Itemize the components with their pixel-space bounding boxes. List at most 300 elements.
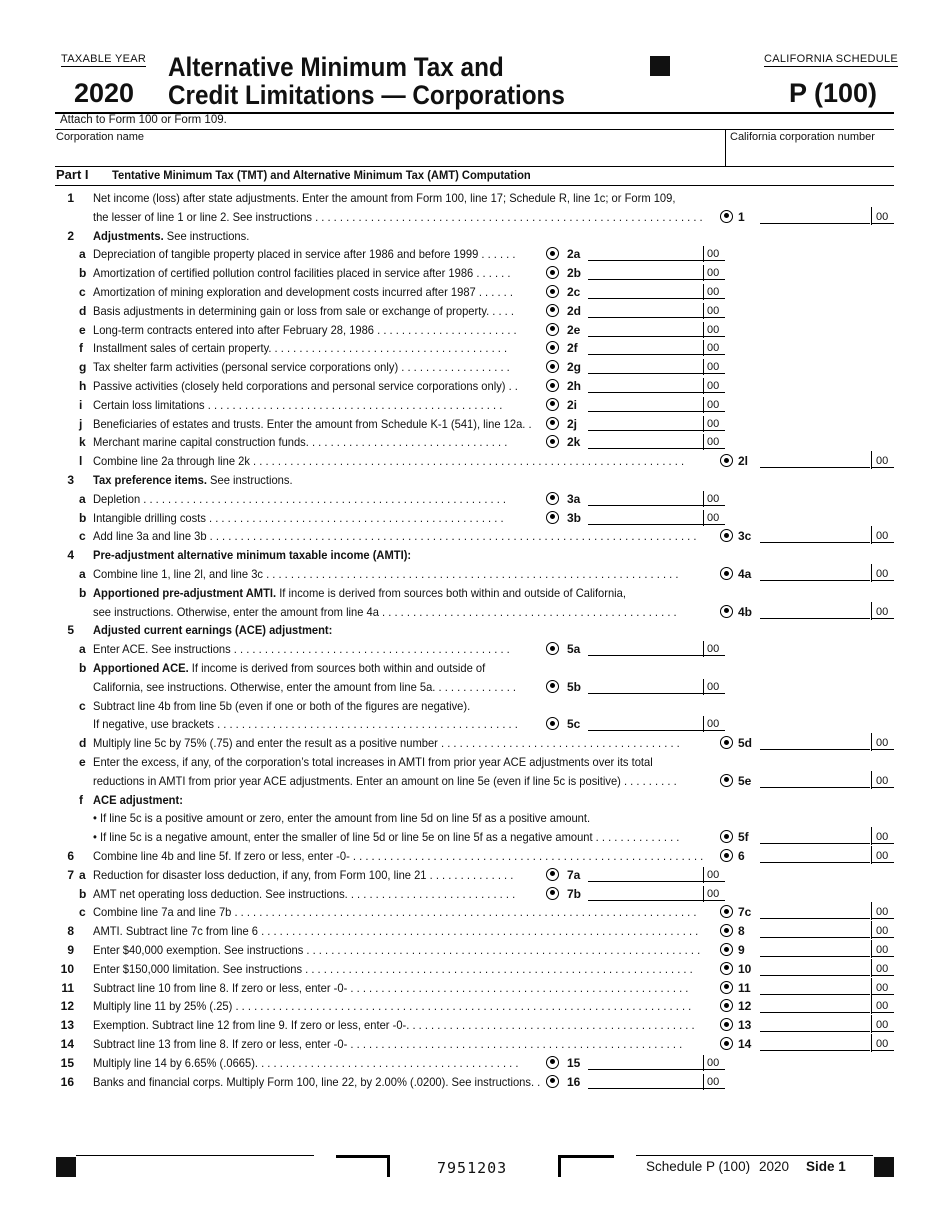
- amount-input[interactable]: [760, 1012, 870, 1013]
- required-bullet-icon: [546, 435, 559, 448]
- line-description: [93, 1035, 783, 1053]
- line-letter: a: [79, 567, 86, 581]
- cents-underline: [871, 542, 894, 543]
- footer-bracket-2-side: [558, 1155, 561, 1177]
- footer-bracket-1-top: [336, 1155, 390, 1158]
- cents-value: 00: [876, 1038, 889, 1050]
- form-line: [0, 828, 950, 846]
- line-text: Merchant marine capital construction funds. . . . . . . . . . . . . . . . . . . . . . . . . . . . . . . . .: [93, 435, 508, 450]
- form-line: [0, 997, 950, 1015]
- line-reference: 9: [738, 943, 745, 957]
- line-description: [93, 979, 783, 997]
- tax-year: 2020: [74, 78, 135, 108]
- line-reference: 7a: [567, 867, 581, 882]
- line-letter: c: [79, 905, 86, 920]
- line-reference: 5a: [567, 642, 581, 657]
- line-reference: 4a: [738, 567, 752, 581]
- amount-input[interactable]: [588, 430, 703, 431]
- cents-value: 00: [707, 323, 720, 336]
- required-bullet-icon: [546, 379, 559, 392]
- line-description: [93, 339, 553, 357]
- form-line: [0, 415, 950, 433]
- line-description: [93, 772, 783, 790]
- line-description: [93, 828, 783, 846]
- cents-underline: [703, 655, 725, 656]
- cents-underline: [871, 937, 894, 938]
- cents-underline: [703, 336, 725, 337]
- line-text: Intangible drilling costs . . . . . . . . . . . . . . . . . . . . . . . . . . . . . . . . . . . . . . . . . . . . . . . .: [93, 510, 504, 525]
- line-reference: 2l: [738, 454, 749, 469]
- line-description: [93, 471, 893, 489]
- line-heading: Adjusted current earnings (ACE) adjustment:: [93, 623, 333, 638]
- line-reference: 5c: [567, 717, 581, 732]
- line-letter: b: [79, 886, 87, 901]
- part-1-title: Tentative Minimum Tax (TMT) and Alternative Minimum Tax (AMT) Computation: [112, 168, 531, 182]
- amount-input[interactable]: [588, 524, 703, 525]
- cents-value: 00: [876, 944, 889, 956]
- line-text: Tax shelter farm activities (personal service corporations only) . . . . . . . . . . . . . . . . . .: [93, 360, 510, 375]
- cents-underline: [871, 975, 894, 976]
- cents-value: 00: [707, 1056, 720, 1069]
- required-bullet-icon: [720, 210, 733, 223]
- line-letter: b: [79, 661, 87, 675]
- line-description: [93, 885, 553, 903]
- line-text: reductions in AMTI from prior year ACE adjustments. Enter an amount on line 5e (even if line 5c is positive) . . . . . . . . .: [93, 773, 677, 788]
- form-line: [0, 941, 950, 959]
- footer-schedule: Schedule P (100): [646, 1159, 751, 1174]
- line-text: Combine line 2a through line 2k . . . . . . . . . . . . . . . . . . . . . . . . . . . . . . . . . . . . . . . . . . . . . . . . . . . . . . . . . . . . . . . . . . . . . .: [93, 454, 685, 469]
- line-reference: 5e: [738, 773, 752, 788]
- cents-underline: [703, 279, 725, 280]
- form-line: [0, 452, 950, 470]
- footer-mark-left: [56, 1157, 76, 1177]
- required-bullet-icon: [546, 341, 559, 354]
- cents-value: 00: [707, 248, 720, 261]
- line-text: Combine line 4b and line 5f. If zero or less, enter -0- . . . . . . . . . . . . . . . . . . . . . . . . . . . . . . . . . . . . . . . . . . . . . . . . . . . . . . . . .: [93, 849, 704, 863]
- required-bullet-icon: [546, 398, 559, 411]
- line-letter: l: [79, 454, 83, 469]
- amount-input[interactable]: [588, 505, 703, 506]
- line-text: Enter $150,000 limitation. See instructions . . . . . . . . . . . . . . . . . . . . . . . . . . . . . . . . . . . . . . . . . . . . . . . . . . . . . . . . . . . . . . .: [93, 961, 693, 976]
- amount-input[interactable]: [588, 373, 703, 374]
- cents-underline: [703, 1088, 725, 1089]
- line-description: [93, 433, 553, 451]
- form-line: [0, 847, 950, 865]
- amount-input[interactable]: [760, 994, 870, 995]
- amount-input[interactable]: [760, 223, 870, 224]
- cents-value: 00: [876, 737, 889, 750]
- form-line: [0, 734, 950, 752]
- amount-input[interactable]: [760, 956, 870, 957]
- footer-year: 2020: [759, 1159, 790, 1174]
- line-description: [93, 621, 893, 639]
- amount-input[interactable]: [588, 392, 703, 393]
- cents-underline: [871, 749, 894, 750]
- line-description: [93, 903, 783, 921]
- cents-value: 00: [707, 511, 720, 524]
- line-text: Combine line 1, line 2l, and line 3c . . . . . . . . . . . . . . . . . . . . . . . . . . . . . . . . . . . . . . . . . . . . . . . . . . . . . . . . . . . . . . . . . . .: [93, 567, 679, 581]
- amount-input[interactable]: [760, 862, 870, 863]
- form-line: [0, 584, 950, 602]
- amount-input[interactable]: [588, 730, 703, 731]
- line-description: [93, 396, 553, 414]
- line-text: Net income (loss) after state adjustments. Enter the amount from Form 100, line 17; Schedule R, line 1c; or Form 109,: [93, 191, 676, 205]
- form-line: [0, 678, 950, 696]
- amount-input[interactable]: [588, 411, 703, 412]
- form-line: [0, 1054, 950, 1072]
- line-letter: e: [79, 755, 86, 769]
- line-description: [93, 208, 783, 226]
- cents-value: 00: [876, 605, 889, 618]
- line-number: 11: [61, 980, 74, 995]
- line-letter: b: [79, 266, 87, 281]
- amount-input[interactable]: [588, 655, 703, 656]
- line-text: AMT net operating loss deduction. See instructions. . . . . . . . . . . . . . . . . . . . . . . . . . . .: [93, 886, 516, 901]
- line-text: Reduction for disaster loss deduction, if any, from Form 100, line 21 . . . . . . . . . . . . . .: [93, 867, 514, 882]
- line-description: [93, 753, 893, 771]
- line-description: [93, 189, 893, 207]
- form-line: [0, 1035, 950, 1053]
- line-letter: c: [79, 285, 86, 299]
- line-number: 6: [67, 849, 74, 863]
- cents-value: 00: [876, 925, 889, 938]
- line-description: [93, 283, 553, 301]
- required-bullet-icon: [720, 943, 733, 956]
- footer-bracket-2-top: [558, 1155, 614, 1158]
- amount-input[interactable]: [760, 618, 870, 619]
- form-line: [0, 471, 950, 489]
- required-bullet-icon: [720, 962, 733, 975]
- line-text: Banks and financial corps. Multiply Form 100, line 22, by 2.00% (.0200). See instructions. .: [93, 1074, 541, 1089]
- line-reference: 2a: [567, 247, 581, 262]
- amount-input[interactable]: [588, 448, 703, 449]
- line-text: Amortization of mining exploration and development costs incurred after 1987 . . . . . .: [93, 285, 513, 299]
- line-text: If negative, use brackets . . . . . . . . . . . . . . . . . . . . . . . . . . . . . . . . . . . . . . . . . . . . . . . . .: [93, 717, 518, 732]
- amount-input[interactable]: [588, 693, 703, 694]
- line-reference: 5f: [738, 830, 749, 845]
- cents-value: 00: [707, 267, 720, 280]
- line-text: Long-term contracts entered into after February 28, 1986 . . . . . . . . . . . . . . . . . . . . . . .: [93, 322, 517, 337]
- form-line: [0, 791, 950, 809]
- line-reference: 4b: [738, 604, 753, 619]
- cents-value: 00: [876, 530, 889, 543]
- cents-value: 00: [707, 868, 720, 881]
- line-heading: Apportioned ACE.: [93, 661, 189, 675]
- line-letter: a: [79, 247, 86, 262]
- amount-input[interactable]: [760, 749, 870, 750]
- line-description: [93, 1054, 553, 1072]
- line-letter: c: [79, 529, 86, 544]
- amount-input[interactable]: [588, 881, 703, 882]
- form-line: [0, 377, 950, 395]
- line-description: [93, 1073, 553, 1091]
- line-number: 10: [60, 961, 74, 976]
- line-description: [93, 527, 783, 545]
- form-line: [0, 903, 950, 921]
- cents-value: 00: [876, 1019, 889, 1032]
- footer-mark-right: [874, 1157, 894, 1177]
- amount-input[interactable]: [588, 354, 703, 355]
- amount-input[interactable]: [588, 298, 703, 299]
- required-bullet-icon: [720, 774, 733, 787]
- line-reference: 8: [738, 924, 745, 939]
- cents-underline: [703, 900, 725, 901]
- line-description: [93, 715, 553, 733]
- form-code: 7951203: [437, 1159, 508, 1177]
- line-letter: f: [79, 792, 83, 807]
- line-letter: a: [79, 491, 86, 506]
- line-description: [93, 678, 553, 696]
- amount-input[interactable]: [760, 937, 870, 938]
- form-title-line1: Alternative Minimum Tax and: [168, 52, 504, 82]
- cents-value: 00: [707, 361, 720, 374]
- line-reference: 2g: [567, 360, 582, 375]
- line-number: 3: [67, 473, 74, 487]
- required-bullet-icon: [720, 567, 733, 580]
- required-bullet-icon: [546, 492, 559, 505]
- part-1-label: Part I: [56, 167, 89, 182]
- required-bullet-icon: [546, 868, 559, 881]
- cents-value: 00: [876, 774, 889, 787]
- line-description: [93, 415, 553, 433]
- line-text: Combine line 7a and line 7b . . . . . . . . . . . . . . . . . . . . . . . . . . . . . . . . . . . . . . . . . . . . . . . . . . . . . . . . . . . . . . . . . . . . . . . . . . .: [93, 905, 697, 920]
- required-bullet-icon: [546, 304, 559, 317]
- form-line: [0, 866, 950, 884]
- line-letter: i: [79, 397, 83, 412]
- line-text: Basis adjustments in determining gain or loss from sale or exchange of property. . . . .: [93, 303, 514, 318]
- line-description: [93, 603, 783, 621]
- form-line: [0, 772, 950, 790]
- line-heading: Tax preference items.: [93, 473, 207, 487]
- form-line: [0, 753, 950, 771]
- taxable-year-label: TAXABLE YEAR: [61, 53, 147, 65]
- line-heading: Apportioned pre-adjustment AMTI.: [93, 585, 277, 600]
- form-line: [0, 546, 950, 564]
- cents-value: 00: [707, 1075, 720, 1088]
- line-reference: 5d: [738, 736, 753, 751]
- line-reference: 12: [738, 999, 752, 1014]
- form-line: [0, 979, 950, 997]
- line-reference: 2d: [567, 303, 582, 318]
- line-description: [93, 565, 783, 583]
- form-line: [0, 227, 950, 245]
- form-line: [0, 809, 950, 827]
- amount-input[interactable]: [588, 1088, 703, 1089]
- line-letter: a: [79, 867, 86, 882]
- line-number: 16: [60, 1074, 74, 1089]
- line-text: Multiply line 11 by 25% (.25) . . . . . . . . . . . . . . . . . . . . . . . . . . . . . . . . . . . . . . . . . . . . . . . . . . . . . . . . . . . . . . . . . . . . . . . . . .: [93, 999, 692, 1014]
- line-reference: 16: [567, 1074, 581, 1089]
- amount-input[interactable]: [760, 843, 870, 844]
- cents-value: 00: [707, 304, 720, 317]
- cents-value: 00: [876, 455, 889, 468]
- cents-value: 00: [707, 342, 720, 355]
- cents-value: 00: [707, 492, 720, 505]
- line-text: Depletion . . . . . . . . . . . . . . . . . . . . . . . . . . . . . . . . . . . . . . . . . . . . . . . . . . . . . . . . . . .: [93, 491, 507, 506]
- amount-input[interactable]: [760, 787, 870, 788]
- line-text: the lesser of line 1 or line 2. See instructions . . . . . . . . . . . . . . . . . . . . . . . . . . . . . . . . . . . . . . . . . . . . . . . . . . . . . . . . . . . . . . .: [93, 209, 703, 224]
- form-line: [0, 922, 950, 940]
- line-reference: 3a: [567, 491, 581, 506]
- amount-input[interactable]: [760, 467, 870, 468]
- form-line: [0, 603, 950, 621]
- line-text: Installment sales of certain property. . . . . . . . . . . . . . . . . . . . . . . . . . . . . . . . . . . . . . .: [93, 341, 508, 356]
- form-line: [0, 433, 950, 451]
- amount-input[interactable]: [588, 279, 703, 280]
- line-description: [93, 452, 783, 470]
- amount-input[interactable]: [760, 542, 870, 543]
- required-bullet-icon: [546, 285, 559, 298]
- line-number: 2: [67, 228, 74, 243]
- cents-value: 00: [876, 962, 889, 975]
- required-bullet-icon: [546, 642, 559, 655]
- line-number: 12: [60, 999, 74, 1014]
- line-letter: d: [79, 303, 87, 318]
- cents-underline: [871, 618, 894, 619]
- cents-underline: [703, 448, 725, 449]
- amount-input[interactable]: [588, 336, 703, 337]
- line-text: If income is derived from sources both within and outside of: [188, 661, 486, 675]
- cents-underline: [703, 881, 725, 882]
- line-text: Beneficiaries of estates and trusts. Enter the amount from Schedule K-1 (541), line 12a. .: [93, 416, 532, 431]
- line-text: If income is derived from sources both within and outside of California,: [276, 585, 626, 600]
- line-number: 8: [67, 924, 74, 939]
- required-bullet-icon: [546, 247, 559, 260]
- cents-value: 00: [876, 1000, 889, 1013]
- line-reference: 3c: [738, 529, 752, 544]
- line-text: Exemption. Subtract line 12 from line 9. If zero or less, enter -0-. . . . . . . . . . . . . . . . . . . . . . . . . . . . . . . . . . . . . . . . . . . . . . .: [93, 1018, 695, 1033]
- line-description: [93, 1016, 783, 1034]
- name-rule: [55, 166, 894, 167]
- registration-mark: [650, 56, 670, 76]
- line-letter: g: [79, 360, 87, 375]
- corporation-number-label: California corporation number: [730, 131, 875, 143]
- line-description: [93, 245, 553, 263]
- cents-underline: [703, 693, 725, 694]
- amount-input[interactable]: [588, 1069, 703, 1070]
- line-reference: 6: [738, 849, 745, 863]
- line-description: [93, 997, 783, 1015]
- form-line: [0, 283, 950, 301]
- line-number: 1: [67, 191, 74, 205]
- cents-underline: [871, 1031, 894, 1032]
- line-letter: k: [79, 435, 86, 450]
- amount-input[interactable]: [760, 1031, 870, 1032]
- line-number: 9: [67, 943, 74, 957]
- cents-underline: [871, 467, 894, 468]
- line-text: Multiply line 5c by 75% (.75) and enter the result as a positive number . . . . . . . . . . . . . . . . . . . . . . . . . . . . . . . . . . . . . . .: [93, 736, 680, 751]
- line-description: [93, 509, 553, 527]
- cents-underline: [703, 392, 725, 393]
- required-bullet-icon: [546, 717, 559, 730]
- cents-underline: [871, 580, 894, 581]
- line-heading: Pre-adjustment alternative minimum taxable income (AMTI):: [93, 548, 412, 563]
- line-reference: 2k: [567, 435, 581, 450]
- form-line: [0, 302, 950, 320]
- amount-input[interactable]: [588, 317, 703, 318]
- line-text: • If line 5c is a negative amount, enter the smaller of line 5d or line 5e on line 5f as a negative amount . . . . . . . . . . . . . .: [93, 830, 680, 845]
- corporation-name-input[interactable]: [56, 146, 721, 164]
- cents-value: 00: [707, 417, 720, 430]
- line-description: [93, 659, 893, 677]
- cents-value: 00: [707, 718, 720, 731]
- line-number: 15: [60, 1055, 74, 1070]
- line-description: [93, 321, 553, 339]
- form-line: [0, 1016, 950, 1034]
- line-letter: b: [79, 585, 87, 600]
- cents-underline: [703, 430, 725, 431]
- amount-input[interactable]: [760, 580, 870, 581]
- required-bullet-icon: [546, 887, 559, 900]
- amount-input[interactable]: [760, 1050, 870, 1051]
- line-reference: 14: [738, 1037, 752, 1051]
- line-description: [93, 546, 893, 564]
- cents-underline: [703, 373, 725, 374]
- form-line: [0, 659, 950, 677]
- line-description: [93, 584, 893, 602]
- cents-underline: [871, 1050, 894, 1051]
- amount-input[interactable]: [588, 260, 703, 261]
- line-heading: Adjustments.: [93, 228, 164, 243]
- line-description: [93, 960, 783, 978]
- line-reference: 15: [567, 1055, 581, 1070]
- cents-value: 00: [707, 380, 720, 392]
- cents-underline: [871, 1012, 894, 1013]
- line-text: Amortization of certified pollution control facilities placed in service after 1986 . . . . . .: [93, 266, 511, 281]
- cents-value: 00: [707, 887, 720, 900]
- required-bullet-icon: [546, 323, 559, 336]
- part-1-rule: [55, 185, 894, 186]
- form-line: [0, 396, 950, 414]
- line-text: See instructions.: [206, 473, 293, 487]
- form-line: [0, 189, 950, 207]
- line-text: Certain loss limitations . . . . . . . . . . . . . . . . . . . . . . . . . . . . . . . . . . . . . . . . . . . . . . . .: [93, 397, 503, 412]
- form-title-line2: Credit Limitations — Corporations: [168, 80, 565, 110]
- footer-rule-left: [76, 1155, 314, 1156]
- amount-input[interactable]: [588, 900, 703, 901]
- cents-underline: [871, 862, 894, 863]
- line-letter: b: [79, 510, 87, 525]
- required-bullet-icon: [546, 511, 559, 524]
- line-description: [93, 791, 893, 809]
- required-bullet-icon: [546, 1075, 559, 1088]
- amount-input[interactable]: [760, 975, 870, 976]
- line-letter: a: [79, 642, 86, 657]
- form-line: [0, 697, 950, 715]
- line-letter: j: [79, 416, 83, 431]
- required-bullet-icon: [720, 849, 733, 862]
- amount-input[interactable]: [760, 918, 870, 919]
- corporation-number-input[interactable]: [729, 146, 894, 164]
- line-reference: 3b: [567, 510, 582, 525]
- cents-value: 00: [876, 850, 889, 862]
- form-line: [0, 264, 950, 282]
- line-number: 7: [67, 867, 74, 882]
- california-schedule-label: CALIFORNIA SCHEDULE: [764, 53, 899, 65]
- line-description: [93, 302, 553, 320]
- line-text: see instructions. Otherwise, enter the amount from line 4a . . . . . . . . . . . . . . . . . . . . . . . . . . . . . . . . . . . . . . . . . . . . . . . .: [93, 604, 677, 619]
- cents-value: 00: [707, 643, 720, 656]
- footer-side: Side 1: [806, 1159, 846, 1174]
- line-text: Enter ACE. See instructions . . . . . . . . . . . . . . . . . . . . . . . . . . . . . . . . . . . . . . . . . . . . .: [93, 642, 510, 657]
- line-reference: 7b: [567, 886, 582, 901]
- required-bullet-icon: [546, 1056, 559, 1069]
- form-line: [0, 1073, 950, 1091]
- form-line: [0, 245, 950, 263]
- line-letter: c: [79, 698, 86, 713]
- form-line: [0, 358, 950, 376]
- cents-underline: [871, 994, 894, 995]
